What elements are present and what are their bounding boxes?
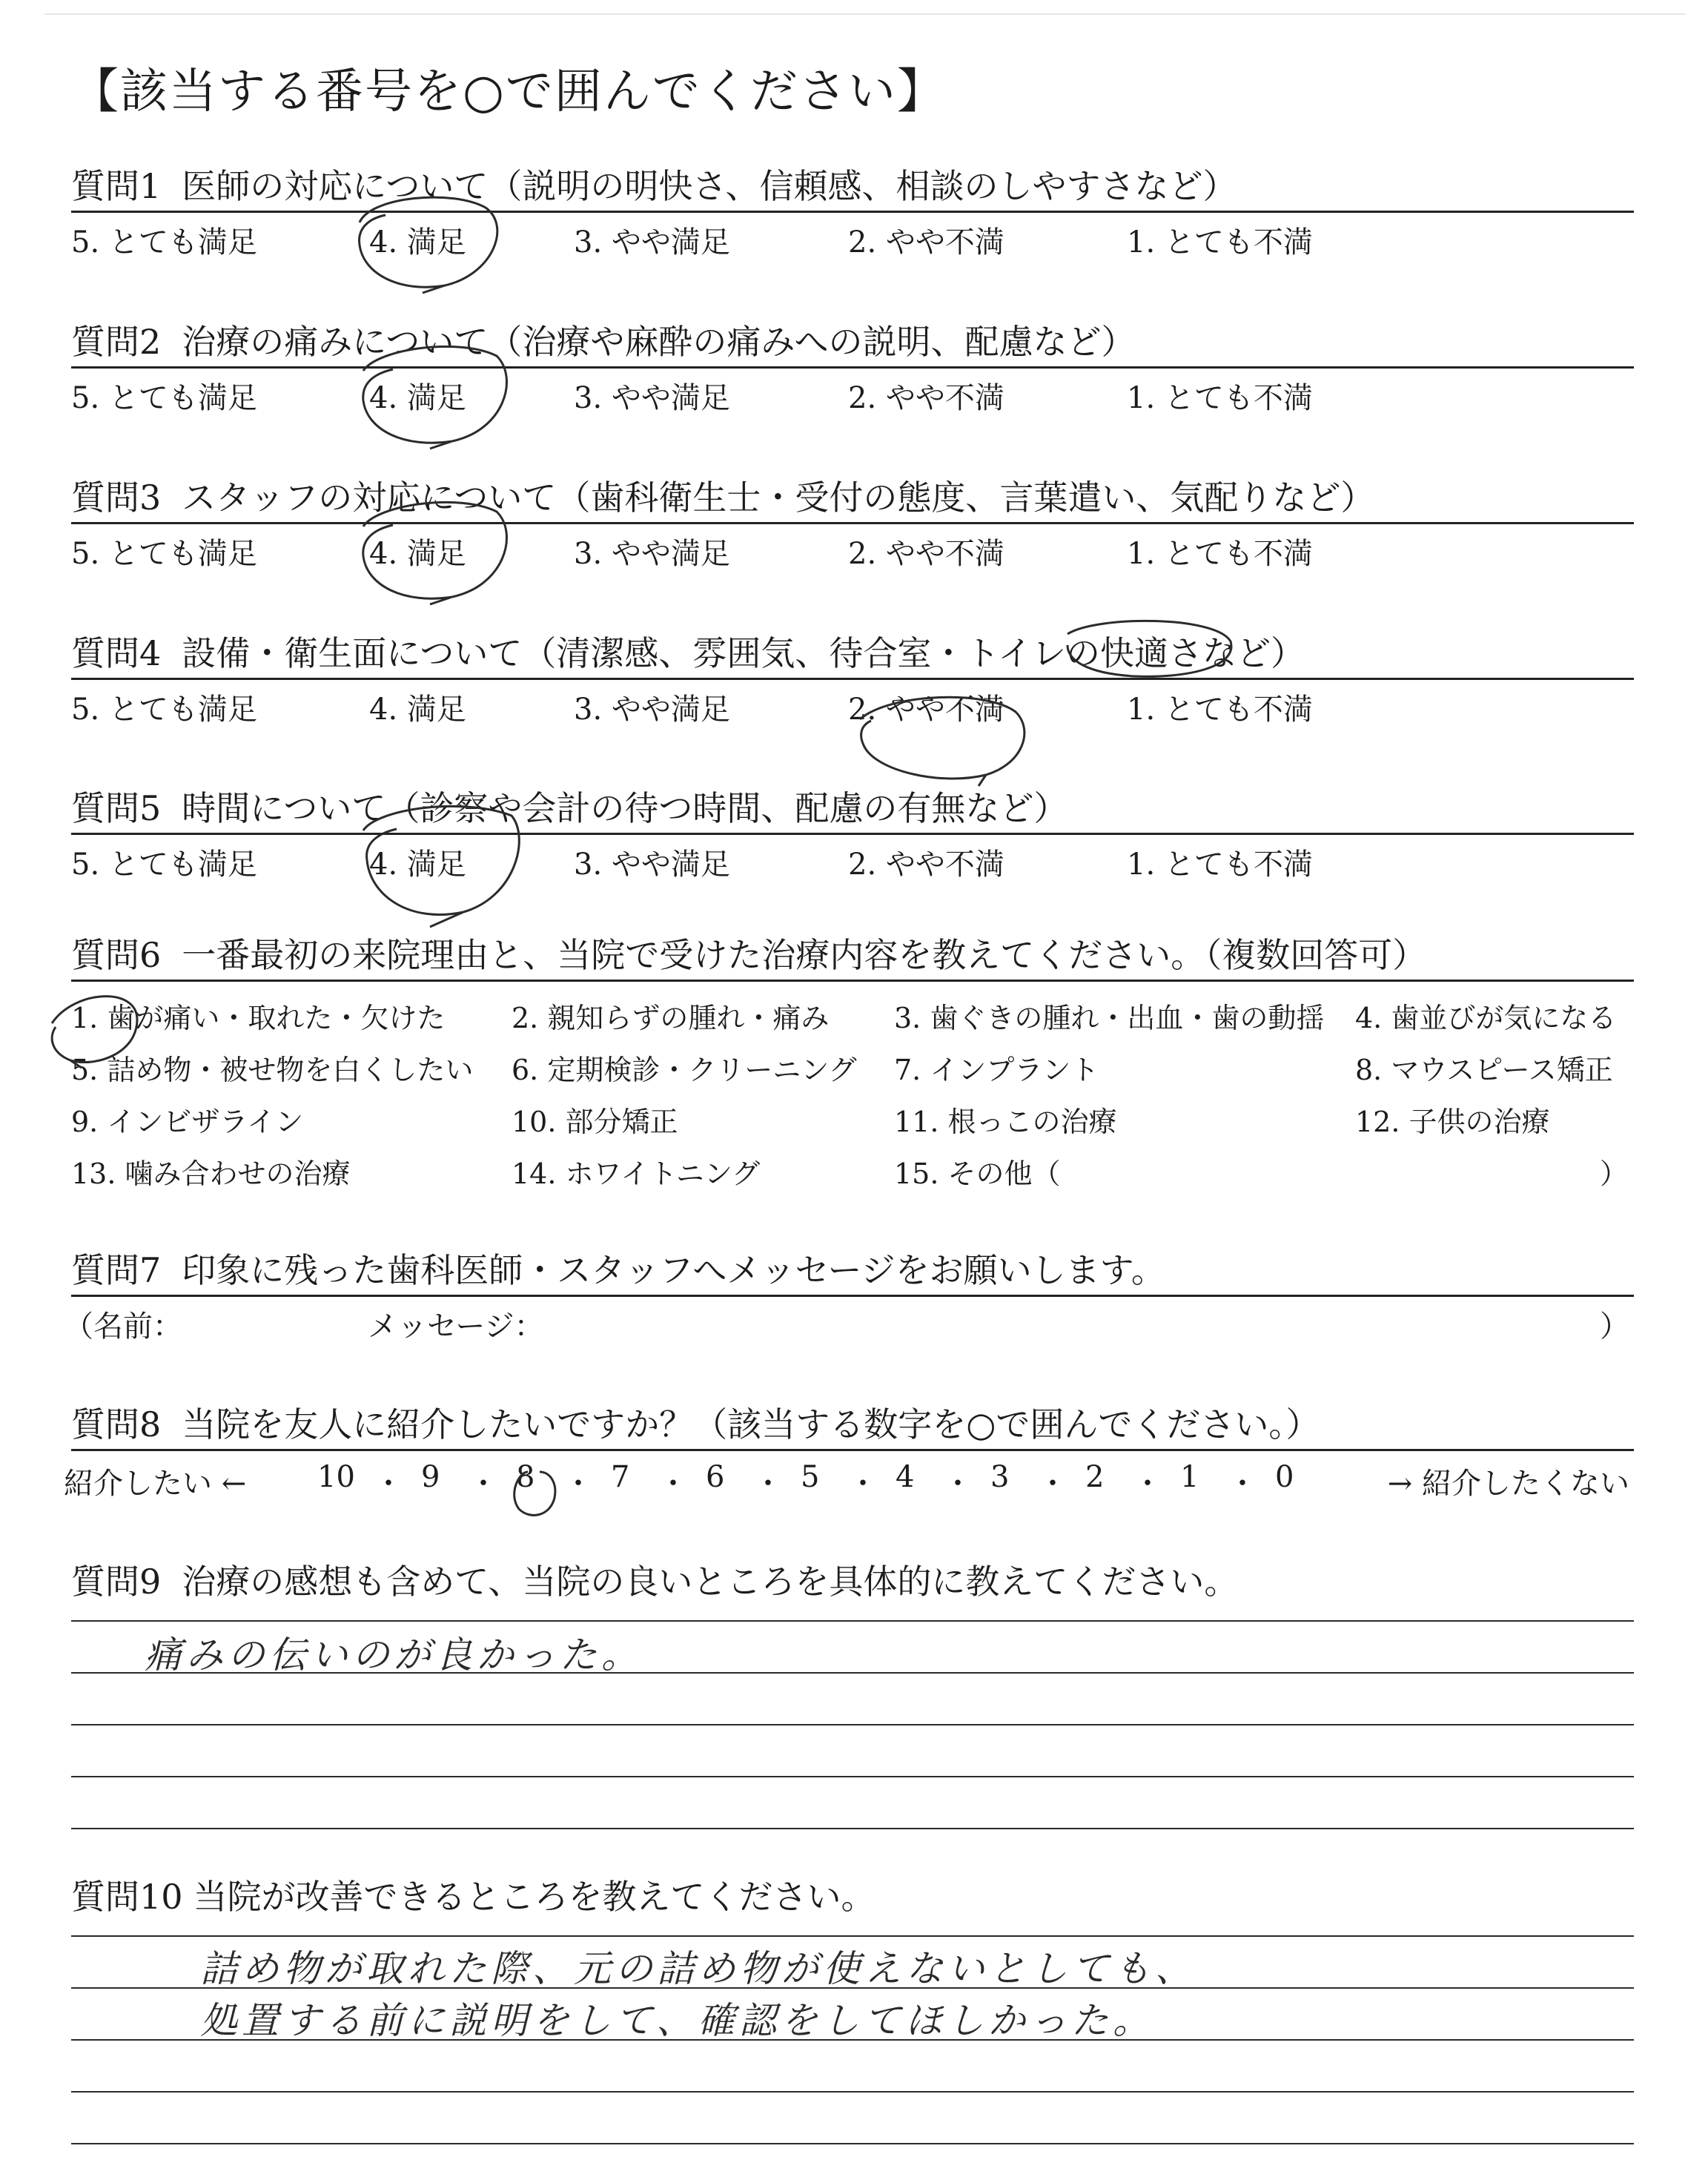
- scale-value[interactable]: 1: [1180, 1460, 1199, 1494]
- reason-option[interactable]: 14. ホワイトニング: [512, 1157, 761, 1190]
- question-6: [71, 931, 1634, 1189]
- rating-option[interactable]: 2. やや不満: [848, 225, 1004, 260]
- rating-option[interactable]: 3. やや満足: [574, 693, 730, 727]
- message-close: ）: [1600, 1309, 1629, 1344]
- question-text: 時間について（診察や会計の待つ時間、配慮の有無など）: [182, 788, 1068, 828]
- reason-option[interactable]: 4. 歯並びが気になる: [1355, 1002, 1617, 1034]
- question-text: スタッフの対応について（歯科衛生士・受付の態度、言葉遣い、気配りなど）: [182, 478, 1375, 518]
- reason-option[interactable]: 6. 定期検診・クリーニング: [512, 1054, 857, 1086]
- question-title: [71, 1872, 1634, 1921]
- handwritten-answer-q9: 痛みの伝いのが良かった。: [145, 1634, 643, 1677]
- rating-option[interactable]: 5. とても満足: [71, 693, 257, 727]
- handwritten-answer-q10-line2: 処置する前に説明をして、確認をしてほしかった。: [200, 1999, 1154, 2042]
- reason-option[interactable]: 12. 子供の治療: [1355, 1106, 1550, 1138]
- rating-options: [71, 524, 1634, 576]
- reason-option[interactable]: 5. 詰め物・被せ物を白くしたい: [71, 1054, 474, 1086]
- reason-option[interactable]: 9. インビザライン: [71, 1106, 304, 1138]
- question-title: [71, 931, 1634, 980]
- question-text: 当院が改善できるところを教えてください。: [193, 1877, 875, 1917]
- scale-separator: ・: [1133, 1467, 1162, 1501]
- rating-option[interactable]: 2. やや不満: [848, 848, 1004, 882]
- question-number: 質問2: [71, 322, 162, 362]
- rating-option[interactable]: 1. とても不満: [1127, 381, 1313, 415]
- question-title: [71, 317, 1634, 366]
- reason-option[interactable]: 3. 歯ぐきの腫れ・出血・歯の動揺: [894, 1002, 1325, 1034]
- reason-options-grid: [71, 982, 1634, 1189]
- answer-line: [71, 2143, 1634, 2144]
- recommend-scale: [64, 1451, 1634, 1503]
- reason-option[interactable]: 13. 噛み合わせの治療: [71, 1157, 351, 1190]
- scale-value[interactable]: 9: [421, 1460, 440, 1494]
- answer-line: [71, 1620, 1634, 1622]
- rating-option[interactable]: 1. とても不満: [1127, 537, 1313, 571]
- scale-separator: ・: [658, 1467, 688, 1501]
- question-text: 一番最初の来院理由と、当院で受けた治療内容を教えてください。（複数回答可）: [182, 935, 1427, 975]
- reason-option[interactable]: 2. 親知らずの腫れ・痛み: [512, 1002, 830, 1034]
- question-title: [71, 629, 1634, 678]
- rating-options: [71, 213, 1634, 265]
- question-text: 治療の感想も含めて、当院の良いところを具体的に教えてください。: [182, 1562, 1239, 1602]
- rating-option[interactable]: 3. やや満足: [574, 848, 730, 882]
- question-3: [71, 473, 1634, 576]
- scale-value[interactable]: 5: [801, 1460, 820, 1494]
- question-title: [71, 162, 1634, 211]
- answer-line: [71, 1724, 1634, 1725]
- rating-option[interactable]: 1. とても不満: [1127, 848, 1313, 882]
- reason-option[interactable]: 7. インプラント: [894, 1054, 1099, 1086]
- scale-value[interactable]: 6: [706, 1460, 725, 1494]
- answer-line: [71, 1935, 1634, 1937]
- question-number: 質問6: [71, 935, 162, 975]
- rating-options: [71, 680, 1634, 732]
- question-text: 当院を友人に紹介したいですか？（該当する数字を○で囲んでください。）: [182, 1404, 1320, 1444]
- answer-line: [71, 2091, 1634, 2093]
- other-close-paren: ）: [1599, 1157, 1628, 1190]
- rating-option[interactable]: 2. やや不満: [848, 693, 1004, 727]
- scale-separator: ・: [563, 1467, 593, 1501]
- scale-value[interactable]: 8: [516, 1460, 535, 1494]
- question-2: [71, 317, 1634, 420]
- rating-option[interactable]: 2. やや不満: [848, 537, 1004, 571]
- rating-option[interactable]: 2. やや不満: [848, 381, 1004, 415]
- scale-left-label: 紹介したい ←: [64, 1467, 247, 1501]
- rating-option[interactable]: 4. 満足: [369, 381, 466, 415]
- rating-option[interactable]: 1. とても不満: [1127, 693, 1313, 727]
- question-text: 設備・衛生面について（清潔感、雰囲気、待合室・トイレの快適さなど）: [182, 633, 1305, 673]
- reason-option[interactable]: 11. 根っこの治療: [894, 1106, 1117, 1138]
- rating-options: [71, 835, 1634, 887]
- rating-options: [71, 369, 1634, 420]
- scale-right-label: → 紹介したくない: [1387, 1467, 1629, 1501]
- rating-option[interactable]: 3. やや満足: [574, 381, 730, 415]
- scale-separator: ・: [753, 1467, 783, 1501]
- question-10: [71, 1872, 1634, 1921]
- question-8: [64, 1400, 1634, 1503]
- handwritten-answer-q10-line1: 詰め物が取れた際、元の詰め物が使えないとしても、: [200, 1947, 1196, 1990]
- question-title: [71, 1400, 1634, 1449]
- answer-line: [71, 1776, 1634, 1777]
- rating-option[interactable]: 4. 満足: [369, 225, 466, 260]
- scale-value[interactable]: 4: [896, 1460, 915, 1494]
- scale-separator: ・: [374, 1467, 403, 1501]
- question-title: [71, 1246, 1634, 1295]
- question-9: [71, 1557, 1634, 1606]
- question-1: [71, 162, 1634, 265]
- question-title: [71, 1557, 1634, 1606]
- rating-option[interactable]: 5. とても満足: [71, 225, 257, 260]
- question-text: 印象に残った歯科医師・スタッフへメッセージをお願いします。: [182, 1250, 1165, 1290]
- scale-value[interactable]: 7: [611, 1460, 630, 1494]
- rating-option[interactable]: 3. やや満足: [574, 537, 730, 571]
- answer-line: [71, 1828, 1634, 1829]
- question-7: [64, 1246, 1634, 1349]
- reason-option[interactable]: 8. マウスピース矯正: [1355, 1054, 1613, 1086]
- rating-option[interactable]: 4. 満足: [369, 537, 466, 571]
- scale-separator: ・: [848, 1467, 878, 1501]
- question-title: [71, 473, 1634, 522]
- top-border: [44, 13, 1686, 15]
- question-number: 質問1: [71, 166, 162, 206]
- rating-option[interactable]: 5. とても満足: [71, 848, 257, 882]
- scale-separator: ・: [1228, 1467, 1257, 1501]
- scale-value[interactable]: 0: [1275, 1460, 1294, 1494]
- question-text: 医師の対応について（説明の明快さ、信頼感、相談のしやすさなど）: [182, 166, 1237, 206]
- scale-separator: ・: [1038, 1467, 1068, 1501]
- question-number: 質問9: [71, 1562, 162, 1602]
- question-number: 質問7: [71, 1250, 162, 1290]
- rating-option[interactable]: 1. とても不満: [1127, 225, 1313, 260]
- question-number: 質問3: [71, 478, 162, 518]
- rating-option[interactable]: 4. 満足: [369, 693, 466, 727]
- rating-option[interactable]: 4. 満足: [369, 848, 466, 882]
- reason-option[interactable]: 15. その他（: [894, 1157, 1061, 1190]
- rating-option[interactable]: 5. とても満足: [71, 537, 257, 571]
- message-row: [64, 1297, 1634, 1349]
- question-number: 質問10: [71, 1877, 183, 1917]
- question-4: [71, 629, 1634, 732]
- question-number: 質問5: [71, 788, 162, 828]
- question-text: 治療の痛みについて（治療や麻酔の痛みへの説明、配慮など）: [182, 322, 1136, 362]
- question-title: [71, 784, 1634, 833]
- message-label: メッセージ：: [368, 1309, 544, 1344]
- question-number: 質問8: [71, 1404, 162, 1444]
- scale-value[interactable]: 3: [990, 1460, 1010, 1494]
- question-number: 質問4: [71, 633, 162, 673]
- reason-option[interactable]: 10. 部分矯正: [512, 1106, 678, 1138]
- page-heading: 【該当する番号を○で囲んでください】: [71, 65, 946, 119]
- scale-separator: ・: [469, 1467, 498, 1501]
- scale-separator: ・: [943, 1467, 973, 1501]
- reason-option[interactable]: 1. 歯が痛い・取れた・欠けた: [71, 1002, 446, 1034]
- rating-option[interactable]: 5. とても満足: [71, 381, 257, 415]
- scale-value[interactable]: 10: [317, 1460, 355, 1494]
- name-label: （名前：: [64, 1309, 182, 1344]
- rating-option[interactable]: 3. やや満足: [574, 225, 730, 260]
- scale-value[interactable]: 2: [1085, 1460, 1105, 1494]
- question-5: [71, 784, 1634, 887]
